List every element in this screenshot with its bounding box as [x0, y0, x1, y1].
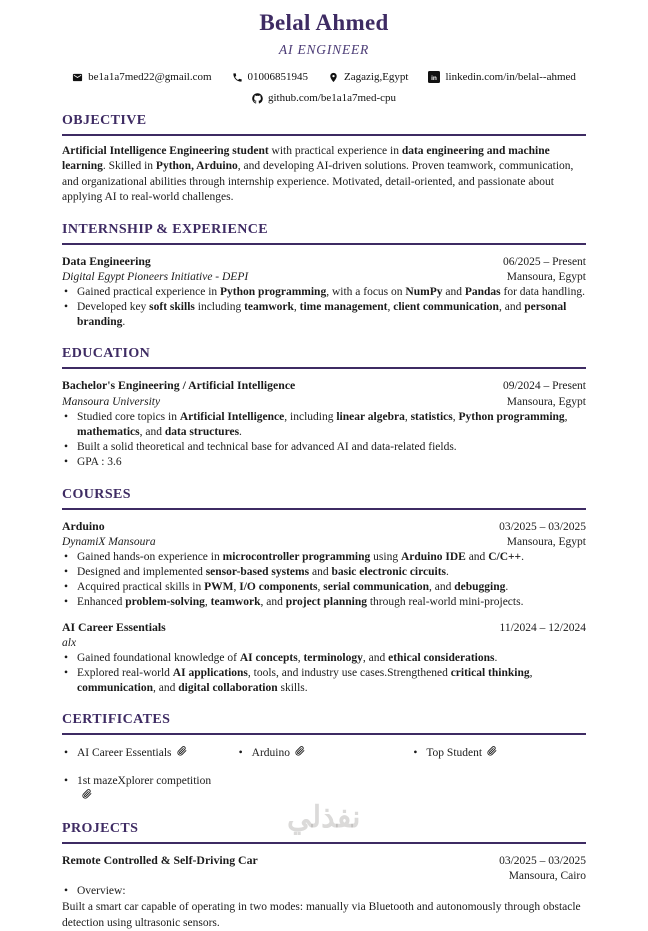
entry-subtitle: DynamiX Mansoura: [62, 535, 156, 548]
text-segment: sensor-based systems: [205, 566, 310, 579]
text-segment: ,: [204, 596, 211, 609]
bullet-item: [62, 440, 586, 455]
text-segment: Built a solid theoretical and technical base for advanced AI and data-related fields.: [77, 441, 457, 454]
contact-text: github.com/be1a1a7med-cpu: [268, 92, 396, 104]
text-segment: Gained hands-on experience in: [77, 550, 223, 563]
text-segment: . Skilled in: [102, 160, 156, 173]
bullet-text: [77, 286, 585, 298]
entry: [62, 519, 586, 611]
text-segment: ,: [233, 581, 240, 594]
entry-subtitle: Mansoura University: [62, 395, 161, 408]
text-segment: Python programming: [220, 285, 327, 298]
text-segment: Overview:: [77, 885, 126, 898]
svg-text:in: in: [431, 74, 438, 82]
text-segment: communication: [77, 682, 154, 695]
text-segment: .: [521, 550, 524, 563]
entry-title: Arduino: [62, 518, 105, 533]
section-certificates: [62, 712, 586, 805]
entry-head-row: [62, 254, 586, 270]
section-heading: PROJECTS: [62, 821, 586, 844]
text-segment: Gained practical experience in: [77, 285, 221, 298]
text-segment: Artificial Intelligence: [179, 410, 285, 423]
entry-date: 11/2024 – 12/2024: [499, 621, 586, 634]
bullet-dot: •: [413, 747, 418, 760]
section-projects: [62, 821, 586, 931]
text-segment: C/C++: [488, 550, 522, 563]
contact-text: Zagazig,Egypt: [344, 71, 409, 83]
person-name: Belal Ahmed: [259, 10, 389, 35]
bullet-dot: •: [64, 441, 69, 454]
entry: [62, 254, 586, 331]
contact-text: 01006851945: [247, 71, 309, 83]
entry-title: Bachelor's Engineering / Artificial Intelligence: [62, 378, 296, 393]
text-segment: , and: [429, 581, 455, 594]
entry-sub-row: [62, 270, 586, 285]
entry-text: [62, 900, 586, 930]
text-segment: skills.: [277, 682, 308, 695]
bullet-text: [77, 551, 524, 563]
text-segment: and: [309, 566, 332, 579]
contact-row: [62, 71, 586, 83]
section-internship-experience: [62, 222, 586, 331]
bullet-text: [77, 566, 449, 578]
email-icon: [72, 72, 83, 83]
text-segment: GPA : 3.6: [77, 456, 122, 469]
entry-title: AI Career Essentials: [62, 619, 166, 634]
text-segment: I/O components: [239, 581, 318, 594]
entry-title: Remote Controlled & Self-Driving Car: [62, 852, 258, 867]
section-courses: [62, 487, 586, 697]
entry-sub-row: [62, 535, 586, 550]
text-segment: ,: [564, 410, 568, 423]
section-education: [62, 346, 586, 470]
paperclip-icon[interactable]: [295, 746, 305, 756]
text-segment: critical thinking: [450, 667, 530, 680]
text-segment: personal branding: [77, 301, 567, 329]
bullet-text: [77, 596, 523, 608]
text-segment: , with a focus on: [326, 285, 406, 298]
entry-head-row: [62, 378, 586, 394]
text-segment: and: [442, 285, 465, 298]
text-segment: microcontroller programming: [222, 550, 371, 563]
section-heading: COURSES: [62, 487, 586, 510]
contact-location[interactable]: [328, 71, 408, 83]
certificate-label: Top Student: [426, 747, 483, 760]
contact-row: [62, 92, 586, 104]
bullet-dot: •: [64, 667, 69, 680]
text-segment: linear algebra: [336, 410, 405, 423]
contact-phone[interactable]: [232, 71, 309, 83]
text-segment: statistics: [410, 410, 453, 423]
bullet-text: [77, 411, 568, 438]
certificate-item: [62, 774, 222, 805]
text-segment: , tools, and industry use cases.Strengthened: [247, 667, 451, 680]
bullet-text: [77, 581, 508, 593]
contact-text: linkedin.com/in/belal--ahmed: [445, 71, 576, 83]
certificate-label: Arduino: [251, 747, 290, 760]
text-segment: Studied core topics in: [77, 410, 180, 423]
certificate-item: [411, 746, 571, 762]
entry: [62, 620, 586, 697]
resume-header: [62, 10, 586, 104]
bullet-item: [62, 651, 586, 666]
entry-sub-row: [62, 869, 586, 884]
linkedin-icon: [428, 71, 440, 83]
section-objective: [62, 113, 586, 206]
text-segment: .: [239, 426, 242, 438]
section-heading: INTERNSHIP & EXPERIENCE: [62, 222, 586, 245]
text-segment: soft skills: [149, 301, 195, 314]
bullet-item: [62, 550, 586, 565]
text-segment: teamwork: [244, 301, 294, 314]
bullet-text: [77, 301, 566, 328]
text-segment: Pandas: [464, 285, 501, 298]
section-paragraph: [62, 144, 586, 206]
text-segment: debugging: [454, 581, 506, 594]
text-segment: .: [446, 566, 449, 579]
bullet-dot: •: [64, 550, 69, 563]
text-segment: using: [370, 550, 401, 563]
text-segment: .: [122, 316, 126, 329]
location-icon: [328, 72, 339, 83]
bullet-dot: •: [64, 885, 69, 898]
bullet-item: [62, 595, 586, 610]
text-segment: Designed and implemented: [77, 566, 206, 579]
entry-title: Data Engineering: [62, 253, 151, 268]
text-segment: ,: [404, 410, 411, 423]
text-segment: Python programming: [458, 410, 565, 423]
contact-email[interactable]: [72, 71, 211, 83]
text-segment: Gained foundational knowledge of: [77, 651, 240, 664]
text-segment: Acquired practical skills in: [77, 581, 205, 594]
text-segment: data engineering and machine learning: [62, 145, 550, 173]
text-segment: terminology: [303, 651, 363, 664]
text-segment: .: [494, 651, 498, 664]
text-segment: PWM: [204, 581, 234, 594]
text-segment: for data handling.: [500, 285, 585, 298]
text-segment: data structures: [164, 426, 240, 438]
entry-head-row: [62, 620, 586, 636]
entry-date: 09/2024 – Present: [502, 380, 586, 393]
text-segment: through real-world mini-projects.: [366, 596, 524, 609]
text-segment: Developed key: [77, 301, 150, 314]
entry-location: Mansoura, Egypt: [506, 395, 586, 408]
entry-sub-row: [62, 395, 586, 410]
phone-icon: [232, 72, 243, 83]
text-segment: problem-solving: [125, 596, 205, 609]
text-segment: , and: [498, 301, 525, 314]
text-segment: ,: [387, 301, 394, 314]
text-segment: Artificial Intelligence Engineering student: [62, 145, 269, 157]
entry-head-row: [62, 519, 586, 535]
certificate-label: 1st mazeXplorer competition: [77, 774, 212, 787]
contact-text: be1a1a7med22@gmail.com: [88, 71, 212, 83]
bullet-dot: •: [64, 285, 69, 298]
text-segment: serial communication: [323, 581, 430, 594]
bullet-item: [62, 285, 586, 300]
entry-subtitle: alx: [62, 636, 77, 649]
text-segment: client communication: [393, 301, 499, 314]
bullet-item: [62, 300, 586, 330]
section-heading: CERTIFICATES: [62, 712, 586, 735]
bullet-dot: •: [64, 651, 69, 664]
bullet-item: [62, 565, 586, 580]
bullet-item: [62, 455, 586, 470]
bullet-item: [62, 666, 586, 696]
certificate-label: AI Career Essentials: [77, 747, 172, 760]
text-segment: mathematics: [77, 426, 140, 438]
certificate-item: [62, 746, 222, 762]
text-segment: project planning: [285, 596, 367, 609]
entry-date: 03/2025 – 03/2025: [499, 854, 586, 867]
entry: [62, 378, 586, 470]
text-segment: , including: [284, 410, 337, 423]
text-segment: AI applications: [172, 667, 248, 680]
text-segment: Built a smart car capable of operating in two modes: manually via Bluetooth and autonomously through obstacle detection using ultrasonic sensors.: [62, 901, 581, 929]
entry-location: Mansoura, Egypt: [506, 535, 586, 548]
text-segment: AI concepts: [239, 651, 298, 664]
entry-subtitle: Digital Egypt Pioneers Initiative - DEPI: [62, 270, 249, 283]
text-segment: ,: [297, 651, 304, 664]
entry-date: 03/2025 – 03/2025: [499, 520, 586, 533]
text-segment: with practical experience in: [268, 145, 402, 157]
certificate-item: [237, 746, 397, 762]
entry-head-row: [62, 853, 586, 869]
text-segment: ,: [293, 301, 300, 314]
text-segment: Enhanced: [77, 596, 126, 609]
resume-body: [62, 113, 586, 931]
bullet-text: [77, 441, 457, 453]
bullet-text: [77, 652, 497, 664]
entry-date: 06/2025 – Present: [502, 255, 586, 268]
text-segment: , and: [153, 682, 179, 695]
bullet-item: [62, 410, 586, 440]
contact-linkedin[interactable]: [428, 71, 575, 83]
entry-location: Mansoura, Egypt: [506, 270, 586, 283]
bullet-text: [77, 885, 126, 897]
bullet-dot: •: [64, 410, 69, 423]
text-segment: digital collaboration: [178, 682, 278, 695]
github-icon: [252, 93, 263, 104]
text-segment: NumPy: [405, 285, 443, 298]
contact-github[interactable]: [252, 92, 396, 104]
text-segment: , and developing AI-driven solutions. Proven teamwork, communication, and organizational abilities through internship experience. Motivated, detail-oriented, and passionate about applying AI to real-world challenges.: [62, 160, 574, 204]
text-segment: .: [505, 581, 509, 594]
section-heading: EDUCATION: [62, 346, 586, 369]
bullet-dot: •: [64, 774, 69, 787]
bullet-item: [62, 580, 586, 595]
certificates-grid: [62, 746, 586, 805]
text-segment: Python, Arduino: [155, 160, 238, 173]
text-segment: ,: [452, 410, 459, 423]
paperclip-icon[interactable]: [177, 746, 187, 756]
text-segment: , and: [362, 651, 389, 664]
paperclip-icon[interactable]: [487, 746, 497, 756]
text-segment: teamwork: [210, 596, 261, 609]
text-segment: time management: [299, 301, 388, 314]
bullet-dot: •: [64, 581, 69, 594]
entry-location: Mansoura, Cairo: [508, 870, 586, 883]
bullet-dot: •: [238, 747, 243, 760]
text-segment: including: [194, 301, 245, 314]
text-segment: Arduino IDE: [400, 550, 466, 563]
bullet-item: [62, 884, 586, 899]
text-segment: ,: [317, 581, 324, 594]
text-segment: ethical considerations: [388, 651, 495, 664]
bullet-dot: •: [64, 747, 69, 760]
text-segment: , and: [139, 426, 165, 438]
bullet-dot: •: [64, 566, 69, 579]
person-title: AI ENGINEER: [278, 42, 370, 57]
text-segment: and: [465, 550, 489, 563]
watermark: نفذلي: [287, 801, 361, 834]
bullet-text: [77, 456, 122, 468]
text-segment: ,: [529, 667, 533, 680]
text-segment: Explored real-world: [77, 667, 173, 680]
entry: [62, 853, 586, 931]
bullet-dot: •: [64, 301, 69, 314]
text-segment: , and: [260, 596, 286, 609]
paperclip-icon[interactable]: [82, 789, 92, 799]
bullet-dot: •: [64, 456, 69, 469]
bullet-dot: •: [64, 596, 69, 609]
text-segment: basic electronic circuits: [331, 566, 447, 579]
bullet-text: [77, 667, 532, 694]
section-heading: OBJECTIVE: [62, 113, 586, 136]
entry-sub-row: [62, 636, 586, 651]
